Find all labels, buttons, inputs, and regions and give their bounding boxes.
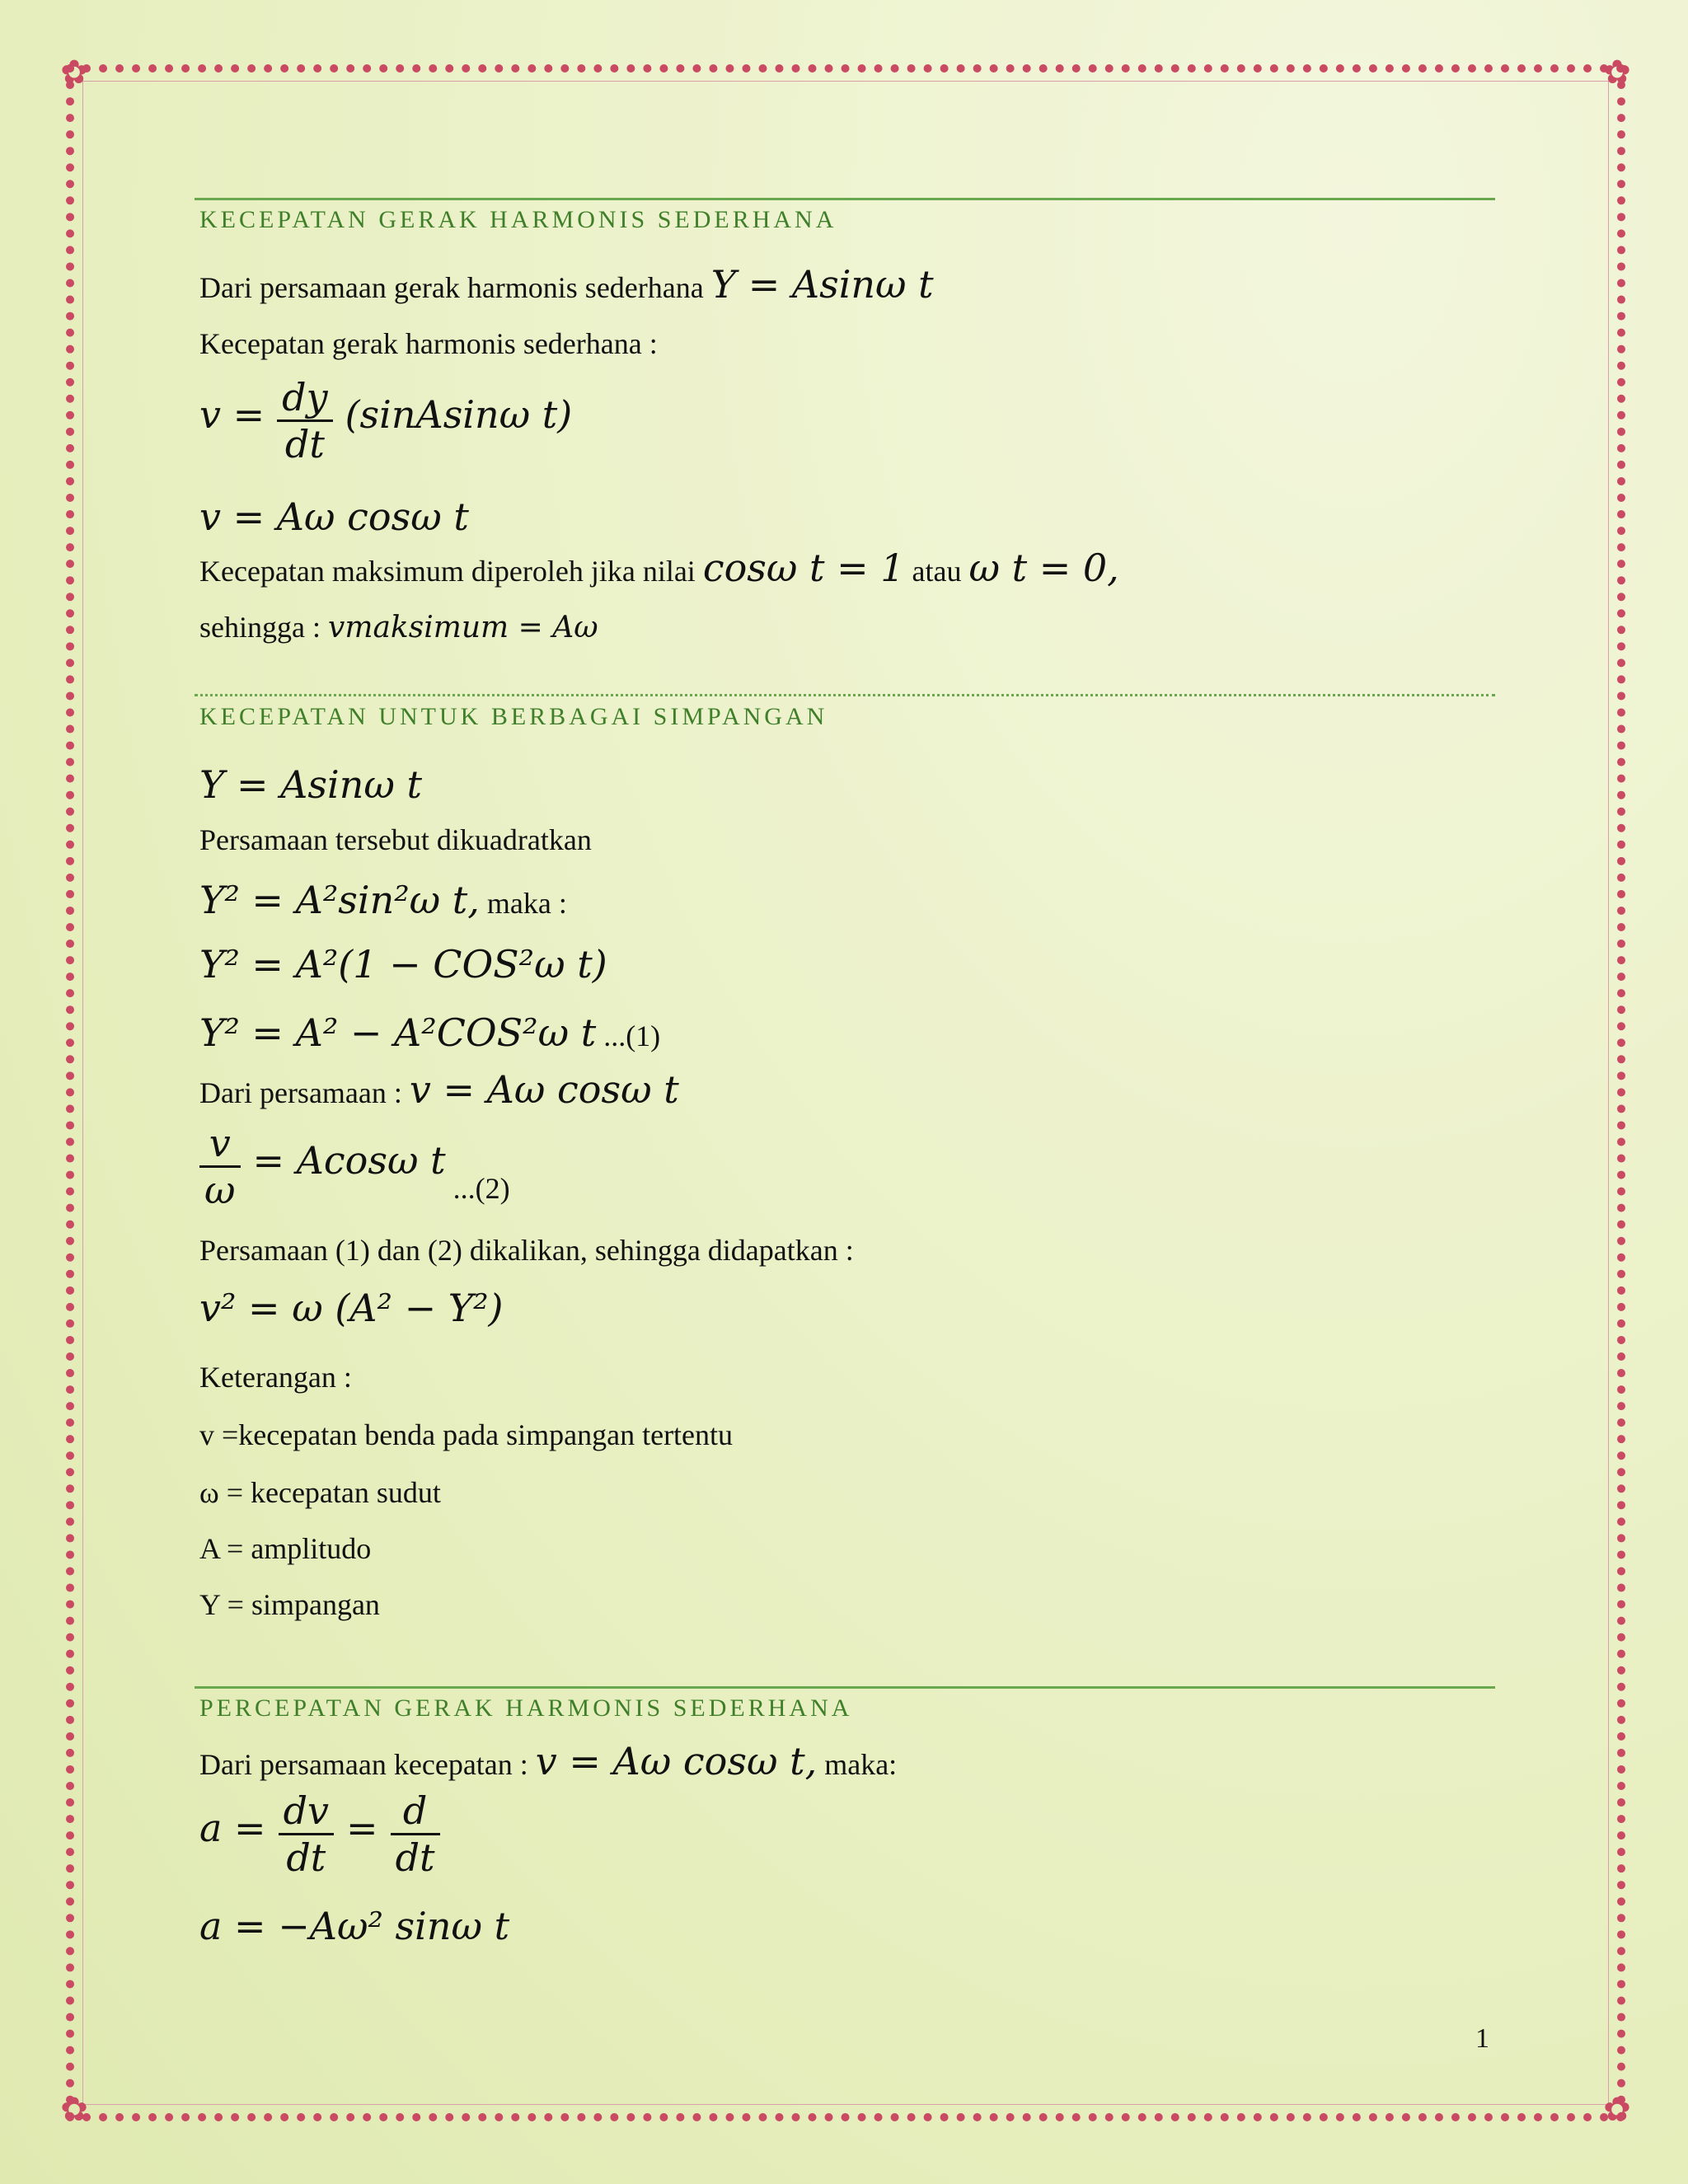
equation-fraction: $\frac{v}{\omega}$ = Acosω t ...(2) [199,1121,510,1212]
text-line: Kecepatan maksimum diperoleh jika nilai cosω t = 1 atau ω t = 0, [199,546,1119,590]
equation: v² = ω (A² − Y²) [199,1286,504,1330]
equation-derivative: a = $\frac{dv}{dt}$ = $\frac{d}{dt}$ [199,1788,445,1880]
fraction: $\frac{d}{dt}$ [391,1788,440,1880]
text-line: Kecepatan gerak harmonis sederhana : [199,327,658,360]
section-rule [195,1686,1495,1689]
text-line: Persamaan tersebut dikuadratkan [199,823,592,856]
section-heading: KECEPATAN UNTUK BERBAGAI SIMPANGAN [199,703,828,730]
equation: Y² = A²(1 − COS²ω t) [199,942,607,987]
page-number: 1 [1475,2023,1489,2054]
text-line: Dari persamaan kecepatan : v = Aω cosω t, maka: [199,1739,898,1783]
legend-item: v =kecepatan benda pada simpangan tertentu [199,1418,734,1451]
equation: Y = Asinω t [199,762,422,807]
corner-ornament-icon: ✿ [60,2091,88,2128]
section-rule [195,694,1495,696]
equation: v = Aω cosω t [199,494,469,539]
text-line: Dari persamaan : v = Aω cosω t [199,1067,679,1112]
equation: Y² = A²sin²ω t, maka : [199,878,567,922]
legend-item: ω = kecepatan sudut [199,1476,441,1509]
fraction: $\frac{dy}{dt}$ [277,375,332,466]
equation: Y² = A² − A²COS²ω t ...(1) [199,1010,661,1055]
equation-derivative: v = $\frac{dy}{dt}$ (sinAsinω t) [199,375,573,466]
section-heading: PERCEPATAN GERAK HARMONIS SEDERHANA [199,1694,853,1722]
fraction: $\frac{dv}{dt}$ [279,1788,334,1880]
text-line: sehingga : vmaksimum = Aω [199,611,598,644]
legend-title: Keterangan : [199,1361,352,1394]
text-line: Dari persamaan gerak harmonis sederhana Y = Asinω t [199,262,934,307]
fraction: $\frac{v}{\omega}$ [199,1121,241,1212]
section-heading: KECEPATAN GERAK HARMONIS SEDERHANA [199,206,837,233]
legend-item: A = amplitudo [199,1532,372,1565]
corner-ornament-icon: ✿ [60,54,88,91]
equation: a = −Aω² sinω t [199,1904,510,1948]
equation: Y = Asinω t [710,262,934,307]
corner-ornament-icon: ✿ [1603,2091,1631,2128]
corner-ornament-icon: ✿ [1603,54,1631,91]
text-line: Persamaan (1) dan (2) dikalikan, sehingga didapatkan : [199,1234,854,1267]
legend-item: Y = simpangan [199,1588,380,1621]
section-rule [195,198,1495,200]
